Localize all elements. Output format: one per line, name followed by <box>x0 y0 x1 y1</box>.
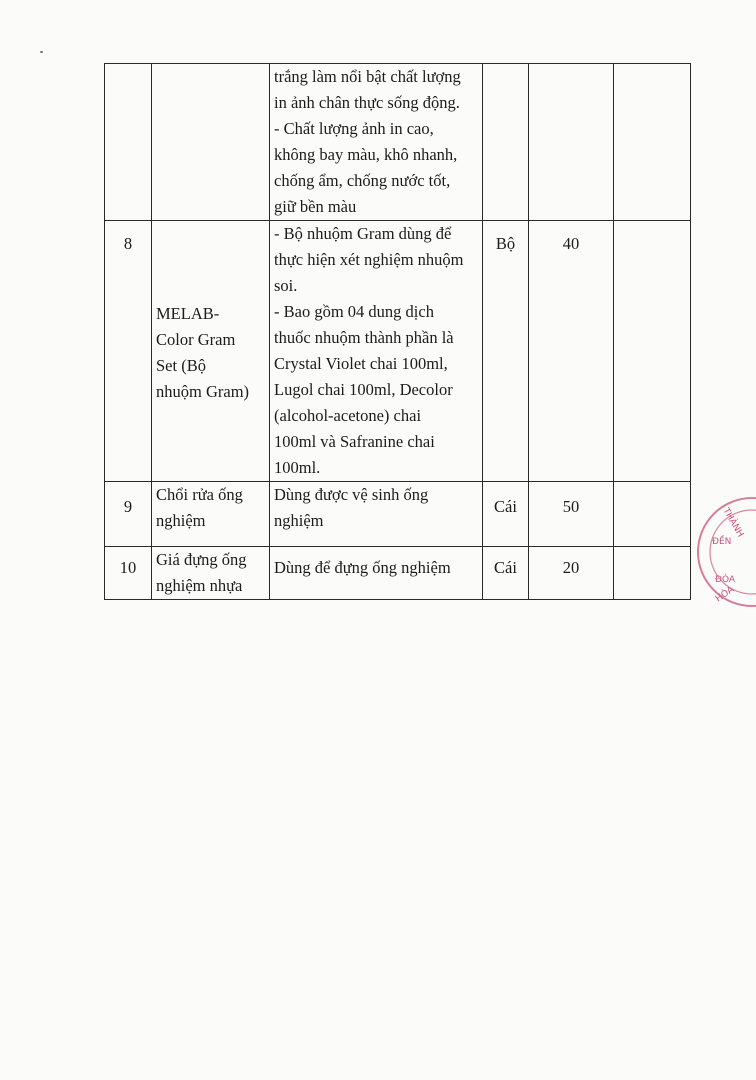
stamp-text-low: ĐÓA <box>715 575 736 585</box>
desc-line: nghiệm <box>274 511 324 530</box>
desc-line: giữ bền màu <box>274 197 357 216</box>
cell-note <box>614 547 691 600</box>
desc-line: không bay màu, khô nhanh, <box>274 145 458 164</box>
cell-no: 8 <box>105 221 152 482</box>
desc-line: thuốc nhuộm thành phần là <box>274 328 454 347</box>
desc-line: Dùng để đựng ống nghiệm <box>274 558 451 577</box>
table-row <box>105 547 691 600</box>
cell-no: 9 <box>105 482 152 547</box>
cell-description <box>270 482 483 547</box>
cell-quantity: 20 <box>529 547 614 600</box>
scan-speck <box>40 51 43 53</box>
desc-line: soi. <box>274 276 298 295</box>
name-line: Chổi rửa ống <box>156 485 243 504</box>
name-line: Color Gram <box>156 330 236 349</box>
cell-name <box>152 547 270 600</box>
cell-unit <box>483 64 529 221</box>
desc-line: 100ml. <box>274 458 321 477</box>
cell-no: 10 <box>105 547 152 600</box>
stamp-text-bottom: HÓA <box>713 584 736 605</box>
cell-name <box>152 64 270 221</box>
stamp-text-top: THÀNH <box>720 506 746 540</box>
name-line: nhuộm Gram) <box>156 382 250 401</box>
desc-line: Crystal Violet chai 100ml, <box>274 354 448 373</box>
desc-line: - Chất lượng ảnh in cao, <box>274 119 434 138</box>
desc-line: in ảnh chân thực sống động. <box>274 93 460 112</box>
desc-line: Lugol chai 100ml, Decolor <box>274 380 453 399</box>
seal-stamp <box>690 494 756 614</box>
cell-description <box>270 64 483 221</box>
cell-name <box>152 221 270 482</box>
cell-note <box>614 64 691 221</box>
cell-description <box>270 221 483 482</box>
name-line: nghiệm <box>156 511 206 530</box>
desc-line: trắng làm nổi bật chất lượng <box>274 67 461 86</box>
name-line: Set (Bộ <box>156 356 206 375</box>
cell-unit: Cái <box>483 547 529 600</box>
cell-quantity <box>529 64 614 221</box>
table-row <box>105 482 691 547</box>
table-row <box>105 64 691 221</box>
cell-description <box>270 547 483 600</box>
name-line: nghiệm nhựa <box>156 576 243 595</box>
desc-line: - Bộ nhuộm Gram dùng để <box>274 224 452 243</box>
cell-unit: Cái <box>483 482 529 547</box>
desc-line: 100ml và Safranine chai <box>274 432 435 451</box>
desc-line: Dùng được vệ sinh ống <box>274 485 429 504</box>
cell-name <box>152 482 270 547</box>
desc-line: chống ẩm, chống nước tốt, <box>274 171 451 190</box>
name-line: MELAB- <box>156 304 220 323</box>
cell-no <box>105 64 152 221</box>
cell-note <box>614 221 691 482</box>
cell-note <box>614 482 691 547</box>
desc-line: - Bao gồm 04 dung dịch <box>274 302 434 321</box>
stamp-text-mid: ĐỀN <box>712 537 732 547</box>
equipment-spec-table <box>104 63 691 600</box>
cell-quantity: 40 <box>529 221 614 482</box>
desc-line: (alcohol-acetone) chai <box>274 406 422 425</box>
name-line: Giá đựng ống <box>156 550 247 569</box>
cell-quantity: 50 <box>529 482 614 547</box>
desc-line: thực hiện xét nghiệm nhuộm <box>274 250 464 269</box>
cell-unit: Bộ <box>483 221 529 482</box>
table-row <box>105 221 691 482</box>
